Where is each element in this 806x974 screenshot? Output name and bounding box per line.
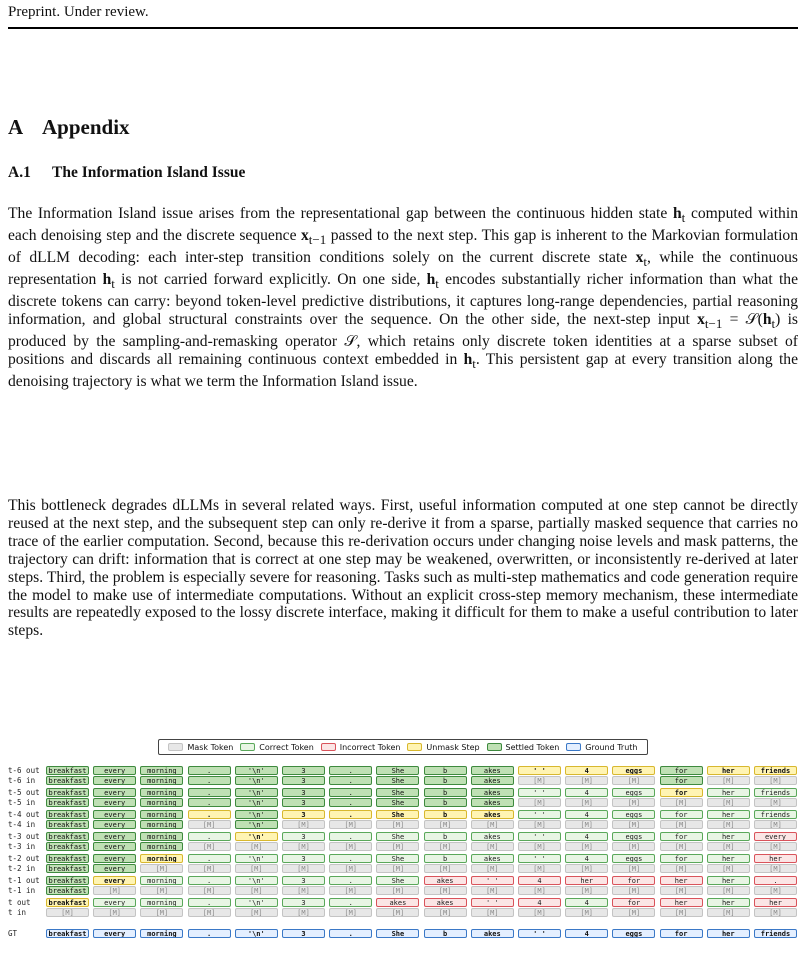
token-cell: [M] — [471, 908, 514, 917]
token-cell: eggs — [612, 854, 655, 863]
token-cell: every — [93, 798, 136, 807]
token-cell: . — [329, 810, 372, 819]
row-label: t-1 out — [8, 876, 40, 885]
token-cell: 4 — [565, 766, 608, 775]
token-cell: [M] — [612, 842, 655, 851]
token-cell: [M] — [93, 908, 136, 917]
token-cell: [M] — [660, 798, 703, 807]
token-cell: friends — [754, 929, 797, 938]
token-cell: [M] — [329, 864, 372, 873]
token-cell: [M] — [471, 820, 514, 829]
token-cell: [M] — [376, 886, 419, 895]
token-cell: [M] — [46, 908, 89, 917]
token-cell: [M] — [329, 908, 372, 917]
token-cell: [M] — [329, 842, 372, 851]
token-cell: eggs — [612, 929, 655, 938]
token-cell: [M] — [329, 820, 372, 829]
row-label: t-6 out — [8, 766, 40, 775]
row-label: t-4 out — [8, 810, 40, 819]
token-cell: breakfast — [46, 876, 89, 885]
token-cell: [M] — [188, 820, 231, 829]
legend-item-unmask — [407, 743, 479, 752]
token-cell: every — [93, 898, 136, 907]
running-header: Preprint. Under review. — [8, 4, 149, 20]
token-cell: breakfast — [46, 929, 89, 938]
token-cell: [M] — [140, 908, 183, 917]
token-cell: She — [376, 832, 419, 841]
token-cell: every — [93, 864, 136, 873]
token-cell: [M] — [518, 908, 561, 917]
token-cell: 4 — [565, 788, 608, 797]
token-cell: [M] — [612, 798, 655, 807]
token-cell: 4 — [565, 832, 608, 841]
token-cell: 3 — [282, 854, 325, 863]
token-cell: [M] — [518, 820, 561, 829]
token-cell: . — [188, 898, 231, 907]
token-cell: 4 — [565, 810, 608, 819]
token-cell: akes — [424, 898, 467, 907]
legend-item-correct — [240, 743, 314, 752]
token-cell: [M] — [754, 864, 797, 873]
token-cell: 3 — [282, 876, 325, 885]
token-cell: . — [329, 898, 372, 907]
token-cell: [M] — [282, 908, 325, 917]
token-cell: [M] — [612, 908, 655, 917]
row-label: t-4 in — [8, 820, 36, 829]
token-cell: [M] — [707, 798, 750, 807]
token-cell: every — [93, 842, 136, 851]
token-cell: breakfast — [46, 864, 89, 873]
token-cell: [M] — [235, 886, 278, 895]
token-cell: 3 — [282, 766, 325, 775]
token-cell: every — [93, 854, 136, 863]
token-cell: [M] — [93, 886, 136, 895]
token-cell: breakfast — [46, 886, 89, 895]
token-cell: for — [612, 898, 655, 907]
token-cell: [M] — [424, 908, 467, 917]
token-cell: [M] — [565, 908, 608, 917]
token-cell: ' ' — [518, 788, 561, 797]
token-cell: '\n' — [235, 766, 278, 775]
token-cell: every — [93, 776, 136, 785]
token-cell: morning — [140, 854, 183, 863]
token-cell: [M] — [707, 820, 750, 829]
token-cell: every — [93, 832, 136, 841]
row-label: t-3 out — [8, 832, 40, 841]
token-cell: morning — [140, 832, 183, 841]
token-cell: ' ' — [518, 929, 561, 938]
token-cell: every — [93, 820, 136, 829]
token-cell: her — [707, 832, 750, 841]
token-cell: her — [707, 898, 750, 907]
token-cell: [M] — [565, 798, 608, 807]
token-cell: [M] — [660, 908, 703, 917]
token-cell: [M] — [565, 776, 608, 785]
token-cell: her — [660, 898, 703, 907]
token-cell: [M] — [329, 886, 372, 895]
token-cell: eggs — [612, 810, 655, 819]
section-heading — [8, 164, 245, 182]
token-cell: '\n' — [235, 776, 278, 785]
legend-item-settled — [487, 743, 560, 752]
legend-item-gt — [566, 743, 637, 752]
token-cell: her — [660, 876, 703, 885]
token-cell: [M] — [235, 864, 278, 873]
token-cell: . — [188, 798, 231, 807]
token-cell: [M] — [376, 864, 419, 873]
row-label: t-2 out — [8, 854, 40, 863]
token-cell: [M] — [235, 842, 278, 851]
token-cell: [M] — [754, 908, 797, 917]
token-cell: 4 — [565, 929, 608, 938]
token-cell: breakfast — [46, 798, 89, 807]
token-cell: 3 — [282, 788, 325, 797]
token-cell: [M] — [707, 864, 750, 873]
token-cell: breakfast — [46, 766, 89, 775]
token-cell: breakfast — [46, 788, 89, 797]
legend-swatch-mask — [168, 743, 183, 751]
token-cell: . — [188, 832, 231, 841]
token-cell: ' ' — [518, 832, 561, 841]
token-cell: eggs — [612, 788, 655, 797]
token-cell: for — [660, 766, 703, 775]
token-cell: '\n' — [235, 876, 278, 885]
token-cell: akes — [471, 810, 514, 819]
legend-item-mask — [168, 743, 233, 752]
token-cell: '\n' — [235, 798, 278, 807]
token-cell: b — [424, 798, 467, 807]
token-cell: [M] — [376, 908, 419, 917]
token-cell: ' ' — [518, 810, 561, 819]
token-cell: [M] — [565, 864, 608, 873]
token-cell: morning — [140, 876, 183, 885]
legend-item-incorrect — [321, 743, 401, 752]
token-cell: ' ' — [471, 898, 514, 907]
token-cell: every — [93, 810, 136, 819]
token-cell: friends — [754, 766, 797, 775]
row-label: t-6 in — [8, 776, 36, 785]
token-cell: . — [329, 876, 372, 885]
token-cell: 3 — [282, 898, 325, 907]
token-cell: . — [329, 854, 372, 863]
token-cell: akes — [376, 898, 419, 907]
token-cell: '\n' — [235, 854, 278, 863]
token-cell: [M] — [754, 820, 797, 829]
token-cell: her — [754, 898, 797, 907]
section-title: The Information Island Issue — [52, 164, 246, 181]
token-cell: her — [707, 810, 750, 819]
token-cell: her — [565, 876, 608, 885]
token-cell: [M] — [707, 908, 750, 917]
token-cell: [M] — [471, 886, 514, 895]
token-cell: every — [754, 832, 797, 841]
token-cell: morning — [140, 842, 183, 851]
appendix-heading — [8, 115, 130, 140]
row-label: t-5 in — [8, 798, 36, 807]
token-cell: 4 — [518, 876, 561, 885]
token-cell: '\n' — [235, 820, 278, 829]
appendix-number: A — [8, 115, 24, 139]
section-number: A.1 — [8, 164, 31, 181]
token-cell: her — [707, 854, 750, 863]
token-cell: for — [660, 832, 703, 841]
legend-label: Correct Token — [259, 742, 314, 752]
token-cell: [M] — [565, 886, 608, 895]
legend-label: Mask Token — [187, 742, 234, 752]
token-cell: [M] — [518, 798, 561, 807]
token-cell: [M] — [612, 820, 655, 829]
token-cell: [M] — [188, 908, 231, 917]
token-cell: morning — [140, 798, 183, 807]
token-cell: [M] — [282, 864, 325, 873]
legend-swatch-unmask — [407, 743, 422, 751]
paragraph-bottleneck: This bottleneck degrades dLLMs in several related ways. First, useful information computed at one step cannot be directly reused at the next step, and the subsequent step can only re-derive it from a sparse, partially masked sequence that carries no trace of the earlier computation. Second, because this re-derivation occurs under changing noise levels and mask patterns, the trajectory can drift: information that is correct at one step may be weakened, overwritten, or inconsistently re-derived at later steps. Third, the problem is especially severe for reasoning. Tasks such as multi-step mathematics and code generation require the model to make use of intermediate computations. Without an explicit cross-step memory mechanism, these intermediate results are repeatedly exposed to the lossy discrete interface, making it difficult for them to make a useful contribution to later steps. — [8, 497, 798, 640]
token-cell: every — [93, 876, 136, 885]
token-cell: [M] — [518, 776, 561, 785]
token-cell: every — [93, 929, 136, 938]
token-cell: morning — [140, 820, 183, 829]
token-cell: [M] — [707, 886, 750, 895]
token-cell: every — [93, 766, 136, 775]
token-cell: [M] — [612, 776, 655, 785]
token-cell: breakfast — [46, 810, 89, 819]
token-cell: [M] — [424, 864, 467, 873]
token-cell: [M] — [471, 842, 514, 851]
row-label: t-1 in — [8, 886, 36, 895]
token-cell: akes — [471, 776, 514, 785]
token-cell: akes — [471, 832, 514, 841]
token-cell: . — [329, 929, 372, 938]
token-cell: b — [424, 854, 467, 863]
token-cell: 4 — [565, 898, 608, 907]
figure-legend — [158, 739, 648, 755]
token-cell: [M] — [660, 820, 703, 829]
token-cell: morning — [140, 788, 183, 797]
token-cell: for — [660, 854, 703, 863]
token-cell: breakfast — [46, 820, 89, 829]
row-label: t-3 in — [8, 842, 36, 851]
token-cell: [M] — [660, 886, 703, 895]
token-cell: [M] — [140, 864, 183, 873]
token-cell: for — [660, 776, 703, 785]
row-label: t-2 in — [8, 864, 36, 873]
token-cell: akes — [471, 798, 514, 807]
token-cell: [M] — [424, 842, 467, 851]
token-cell: eggs — [612, 766, 655, 775]
token-cell: [M] — [376, 842, 419, 851]
token-cell: breakfast — [46, 842, 89, 851]
token-cell: [M] — [754, 798, 797, 807]
token-cell: [M] — [565, 842, 608, 851]
token-cell: for — [660, 929, 703, 938]
token-cell: for — [660, 810, 703, 819]
token-cell: She — [376, 810, 419, 819]
token-cell: She — [376, 854, 419, 863]
token-cell: [M] — [424, 886, 467, 895]
token-cell: her — [707, 766, 750, 775]
token-cell: every — [93, 788, 136, 797]
legend-swatch-gt — [566, 743, 581, 751]
token-cell: friends — [754, 788, 797, 797]
row-label: t-5 out — [8, 788, 40, 797]
token-cell: [M] — [188, 842, 231, 851]
token-cell: She — [376, 776, 419, 785]
token-cell: morning — [140, 776, 183, 785]
row-label: t in — [8, 908, 27, 917]
token-cell: [M] — [471, 864, 514, 873]
token-cell: [M] — [565, 820, 608, 829]
header-rule — [8, 27, 798, 29]
legend-label: Ground Truth — [585, 742, 638, 752]
token-cell: '\n' — [235, 810, 278, 819]
legend-swatch-correct — [240, 743, 255, 751]
token-cell: . — [188, 766, 231, 775]
token-cell: [M] — [282, 886, 325, 895]
token-cell: b — [424, 832, 467, 841]
token-cell: [M] — [707, 776, 750, 785]
token-cell: . — [188, 854, 231, 863]
token-cell: breakfast — [46, 854, 89, 863]
token-cell: [M] — [424, 820, 467, 829]
token-cell: . — [329, 788, 372, 797]
token-cell: b — [424, 776, 467, 785]
legend-label: Unmask Step — [426, 742, 480, 752]
token-cell: [M] — [707, 842, 750, 851]
row-label: t out — [8, 898, 31, 907]
token-cell: 3 — [282, 810, 325, 819]
token-cell: her — [707, 929, 750, 938]
legend-swatch-incorrect — [321, 743, 336, 751]
token-cell: [M] — [518, 864, 561, 873]
token-cell: [M] — [754, 842, 797, 851]
token-cell: for — [660, 788, 703, 797]
legend-swatch-settled — [487, 743, 502, 751]
token-cell: her — [707, 788, 750, 797]
paragraph-information-island: The Information Island issue arises from the representational gap between the continuous hidden state $h_t$ computed within each denoising step and the discrete sequence $x_{t-1}$ passed to the next step. This gap is inherent to the Markovian formulation of dLLM decoding: each inter-step transition conditions solely on the current discrete state $x_t$, while the continuous representation $h_t$ is not carried forward explicitly. On one side, $h_t$ encodes substantially richer information than what the discrete tokens can carry: beyond token-level predictive distributions, it captures long-range dependencies, partial reasoning information, and global structural constraints over the sequence. On the other side, the next-step input $x_{t-1}$ = $𝒮(h_t)$ is produced by the sampling-and-remasking operator 𝒮, which retains only discrete token identities at a sparse subset of positions and discards all remaining continuous context embedded in $h_t$. This persistent gap at every transition along the denoising trajectory is what we term the Information Island issue. — [8, 205, 798, 390]
token-cell: . — [188, 876, 231, 885]
token-cell: [M] — [282, 820, 325, 829]
token-cell: [M] — [376, 820, 419, 829]
token-cell: [M] — [518, 886, 561, 895]
token-cell: [M] — [282, 842, 325, 851]
token-cell: ' ' — [471, 876, 514, 885]
token-cell: akes — [471, 929, 514, 938]
token-cell: '\n' — [235, 898, 278, 907]
token-cell: . — [754, 876, 797, 885]
token-cell: She — [376, 798, 419, 807]
token-cell: . — [188, 810, 231, 819]
token-cell: [M] — [235, 908, 278, 917]
token-cell: . — [329, 798, 372, 807]
token-cell: akes — [471, 854, 514, 863]
token-cell: morning — [140, 898, 183, 907]
token-cell: '\n' — [235, 832, 278, 841]
token-cell: [M] — [612, 886, 655, 895]
token-cell: akes — [471, 766, 514, 775]
token-cell: [M] — [140, 886, 183, 895]
token-cell: breakfast — [46, 776, 89, 785]
token-cell: breakfast — [46, 832, 89, 841]
token-cell: for — [612, 876, 655, 885]
token-cell: She — [376, 766, 419, 775]
token-cell: . — [329, 776, 372, 785]
token-cell: her — [754, 854, 797, 863]
token-cell: b — [424, 929, 467, 938]
token-cell: . — [329, 832, 372, 841]
token-cell: b — [424, 788, 467, 797]
token-cell: b — [424, 766, 467, 775]
token-cell: 4 — [518, 898, 561, 907]
legend-label: Settled Token — [505, 742, 560, 752]
token-cell: She — [376, 788, 419, 797]
row-label: GT — [8, 929, 18, 938]
token-cell: ' ' — [518, 766, 561, 775]
token-cell: ' ' — [518, 854, 561, 863]
token-cell: akes — [424, 876, 467, 885]
appendix-title: Appendix — [42, 115, 130, 139]
token-cell: [M] — [660, 864, 703, 873]
token-cell: 4 — [565, 854, 608, 863]
token-cell: [M] — [188, 864, 231, 873]
token-cell: She — [376, 929, 419, 938]
token-cell: akes — [471, 788, 514, 797]
token-cell: [M] — [660, 842, 703, 851]
token-cell: [M] — [754, 886, 797, 895]
token-cell: [M] — [754, 776, 797, 785]
token-cell: '\n' — [235, 788, 278, 797]
token-cell: 3 — [282, 776, 325, 785]
token-cell: breakfast — [46, 898, 89, 907]
token-cell: morning — [140, 810, 183, 819]
token-cell: friends — [754, 810, 797, 819]
token-cell: morning — [140, 766, 183, 775]
legend-label: Incorrect Token — [339, 742, 401, 752]
token-cell: 3 — [282, 832, 325, 841]
token-cell: . — [188, 929, 231, 938]
token-cell: . — [188, 788, 231, 797]
token-cell: 3 — [282, 798, 325, 807]
token-cell: . — [188, 776, 231, 785]
token-cell: morning — [140, 929, 183, 938]
token-cell: . — [329, 766, 372, 775]
token-cell: [M] — [188, 886, 231, 895]
token-cell: 3 — [282, 929, 325, 938]
token-cell: b — [424, 810, 467, 819]
token-cell: eggs — [612, 832, 655, 841]
token-cell: her — [707, 876, 750, 885]
token-cell: [M] — [612, 864, 655, 873]
token-cell: She — [376, 876, 419, 885]
token-cell: '\n' — [235, 929, 278, 938]
token-cell: [M] — [518, 842, 561, 851]
